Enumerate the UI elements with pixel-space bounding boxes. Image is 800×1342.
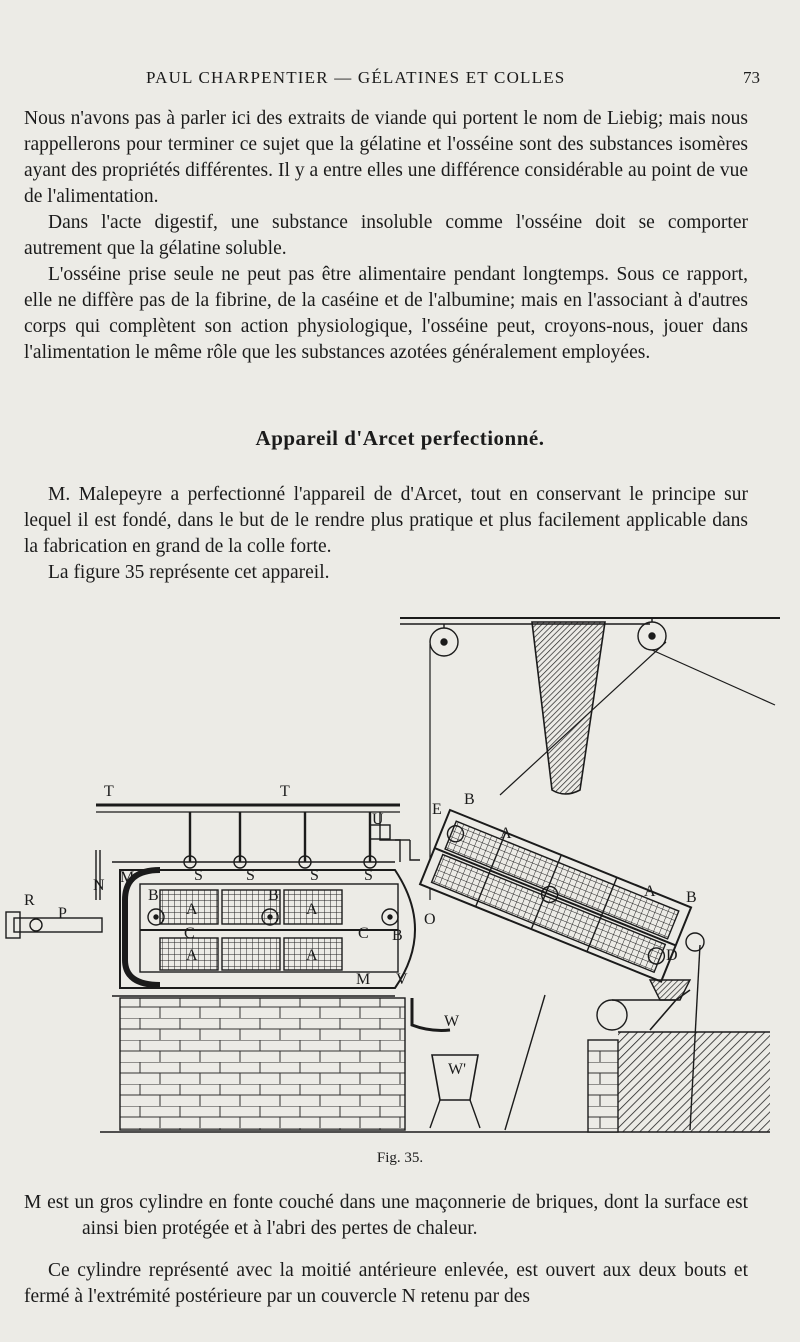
intro-text: [24, 106, 748, 366]
label-t: T: [280, 783, 290, 800]
label-m: M: [120, 869, 135, 886]
label-b: B: [464, 791, 475, 808]
basket: [222, 938, 280, 970]
label-s: S: [246, 867, 255, 884]
label-v: V: [396, 971, 408, 988]
closing-text: [24, 1190, 748, 1310]
label-b: B: [148, 887, 159, 904]
paragraph: L'osséine prise seule ne peut pas être alimentaire pendant longtemps. Sous ce rapport, elle ne diffère pas de la fibrine, de la caséine et de l'albumine; mais en l'associant à d'autres corps qui complètent son action physiologique, l'osséine peut, croyons-nous, jouer dans l'alimentation le même rôle que les substances azotées généralement employées.: [24, 264, 748, 363]
section-text: [24, 482, 748, 586]
label-w-prime: W': [448, 1061, 466, 1078]
label-a: A: [500, 825, 512, 842]
label-n: N: [93, 877, 105, 894]
paragraph: M est un gros cylindre en fonte couché dans une maçonnerie de briques, dont la surface est ainsi bien protégée et à l'abri des pertes de chaleur.: [24, 1192, 748, 1239]
running-title: PAUL CHARPENTIER — GÉLATINES ET COLLES: [146, 68, 566, 87]
label-u: U: [372, 811, 384, 828]
brick-masonry: [120, 998, 405, 1130]
label-s: S: [364, 867, 373, 884]
running-header: [146, 68, 760, 88]
label-c: C: [358, 925, 369, 942]
paragraph: Nous n'avons pas à parler ici des extraits de viande qui portent le nom de Liebig; mais nous rappellerons pour terminer ce sujet que la gélatine et l'osséine sont des substances isomères ayant des propriétés différentes. Il y a entre elles une différence considérable au point de vue de l'alimentation.: [24, 108, 748, 207]
paragraph: La figure 35 représente cet appareil.: [48, 562, 330, 583]
label-m: M: [356, 971, 371, 988]
label-t: T: [104, 783, 114, 800]
brick-wall: [588, 1040, 618, 1132]
label-s: S: [310, 867, 319, 884]
label-r: R: [24, 892, 35, 909]
label-s: S: [194, 867, 203, 884]
label-e: E: [432, 801, 442, 818]
label-a: A: [186, 947, 198, 964]
label-b: B: [268, 887, 279, 904]
label-o: O: [424, 911, 436, 928]
label-p: P: [58, 905, 67, 922]
label-w: W: [444, 1013, 460, 1030]
apparatus-illustration: [0, 600, 800, 1145]
label-a: A: [306, 901, 318, 918]
figure-caption: Fig. 35.: [376, 1150, 424, 1166]
label-b: B: [392, 927, 403, 944]
label-b: B: [686, 889, 697, 906]
label-d: D: [666, 947, 678, 964]
label-a: A: [306, 947, 318, 964]
paragraph: M. Malepeyre a perfectionné l'appareil de d'Arcet, tout en conservant le principe sur lequel il est fondé, dans le but de le rendre plus pratique et plus facilement applicable dans la fabrication en grand de la colle forte.: [24, 484, 748, 557]
paragraph: Ce cylindre représenté avec la moitié antérieure enlevée, est ouvert aux deux bouts et fermé à l'extrémité postérieure par un couvercle N retenu par des: [24, 1260, 748, 1307]
label-a: A: [186, 901, 198, 918]
paragraph: Dans l'acte digestif, une substance insoluble comme l'osséine doit se comporter autrement que la gélatine soluble.: [24, 212, 748, 259]
section-title: Appareil d'Arcet perfectionné.: [255, 426, 545, 450]
page-number: 73: [743, 68, 760, 87]
label-c: C: [184, 925, 195, 942]
label-a: A: [644, 883, 656, 900]
